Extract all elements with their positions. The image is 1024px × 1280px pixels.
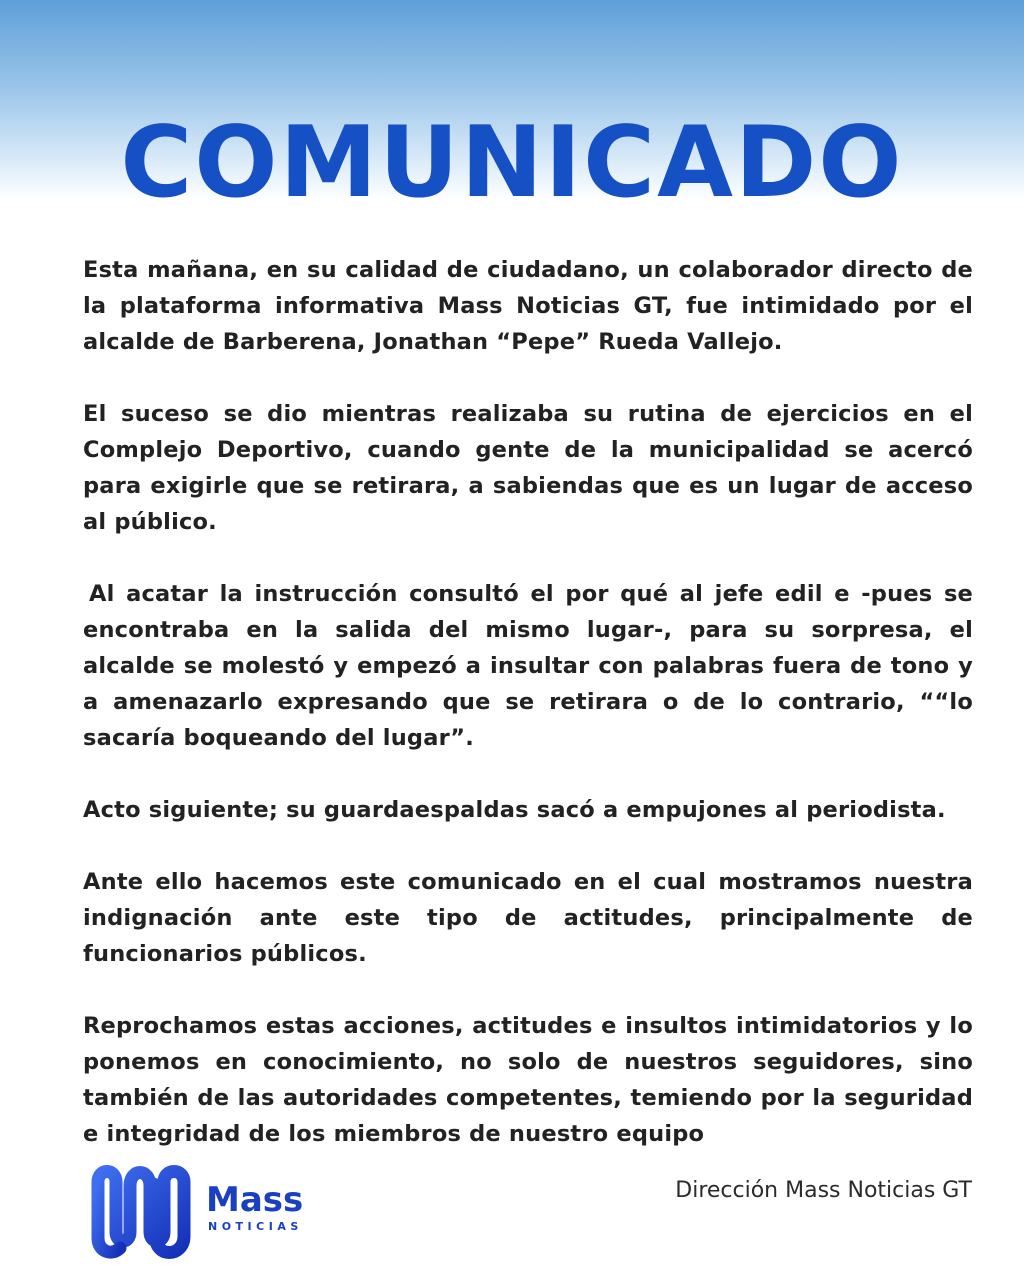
- paragraph-2: El suceso se dio mientras realizaba su rutina de ejercicios en el Complejo Deportivo, cuando gente de la municipalidad se acercó para exigirle que se retirara, a sabiendas que es un lugar de acceso al público.: [83, 401, 973, 535]
- paragraph-6: Reprochamos estas acciones, actitudes e insultos intimidatorios y lo ponemos en conocimiento, no solo de nuestros seguidores, sino también de las autoridades competentes, temiendo por la seguridad e integridad de los miembros de nuestro equipo: [83, 1013, 973, 1147]
- mass-noticias-logo: [90, 1160, 330, 1260]
- communique-body: [83, 252, 973, 1188]
- page-title: COMUNICADO: [120, 106, 904, 220]
- paragraph-1: Esta mañana, en su calidad de ciudadano, un colaborador directo de la plataforma informativa Mass Noticias GT, fue intimidado por el alcalde de Barberena, Jonathan “Pepe” Rueda Vallejo.: [83, 257, 973, 355]
- signature: Dirección Mass Noticias GT: [675, 1178, 972, 1203]
- logo-subtitle: NOTICIAS: [208, 1220, 303, 1233]
- paragraph-5: Ante ello hacemos este comunicado en el cual mostramos nuestra indignación ante este tipo de actitudes, principalmente de funcionarios públicos.: [83, 869, 973, 967]
- paragraph-3: Al acatar la instrucción consultó el por qué al jefe edil e -pues se encontraba en la salida del mismo lugar-, para su sorpresa, el alcalde se molestó y empezó a insultar con palabras fuera de tono y a amenazarlo expresando que se retirara o de lo contrario, ““lo sacaría boqueando del lugar”.: [83, 581, 973, 751]
- paragraph-4: Acto siguiente; su guardaespaldas sacó a empujones al periodista.: [83, 797, 946, 823]
- logo-wordmark: Mass: [206, 1180, 304, 1220]
- mass-logo-mark-icon: [90, 1160, 200, 1260]
